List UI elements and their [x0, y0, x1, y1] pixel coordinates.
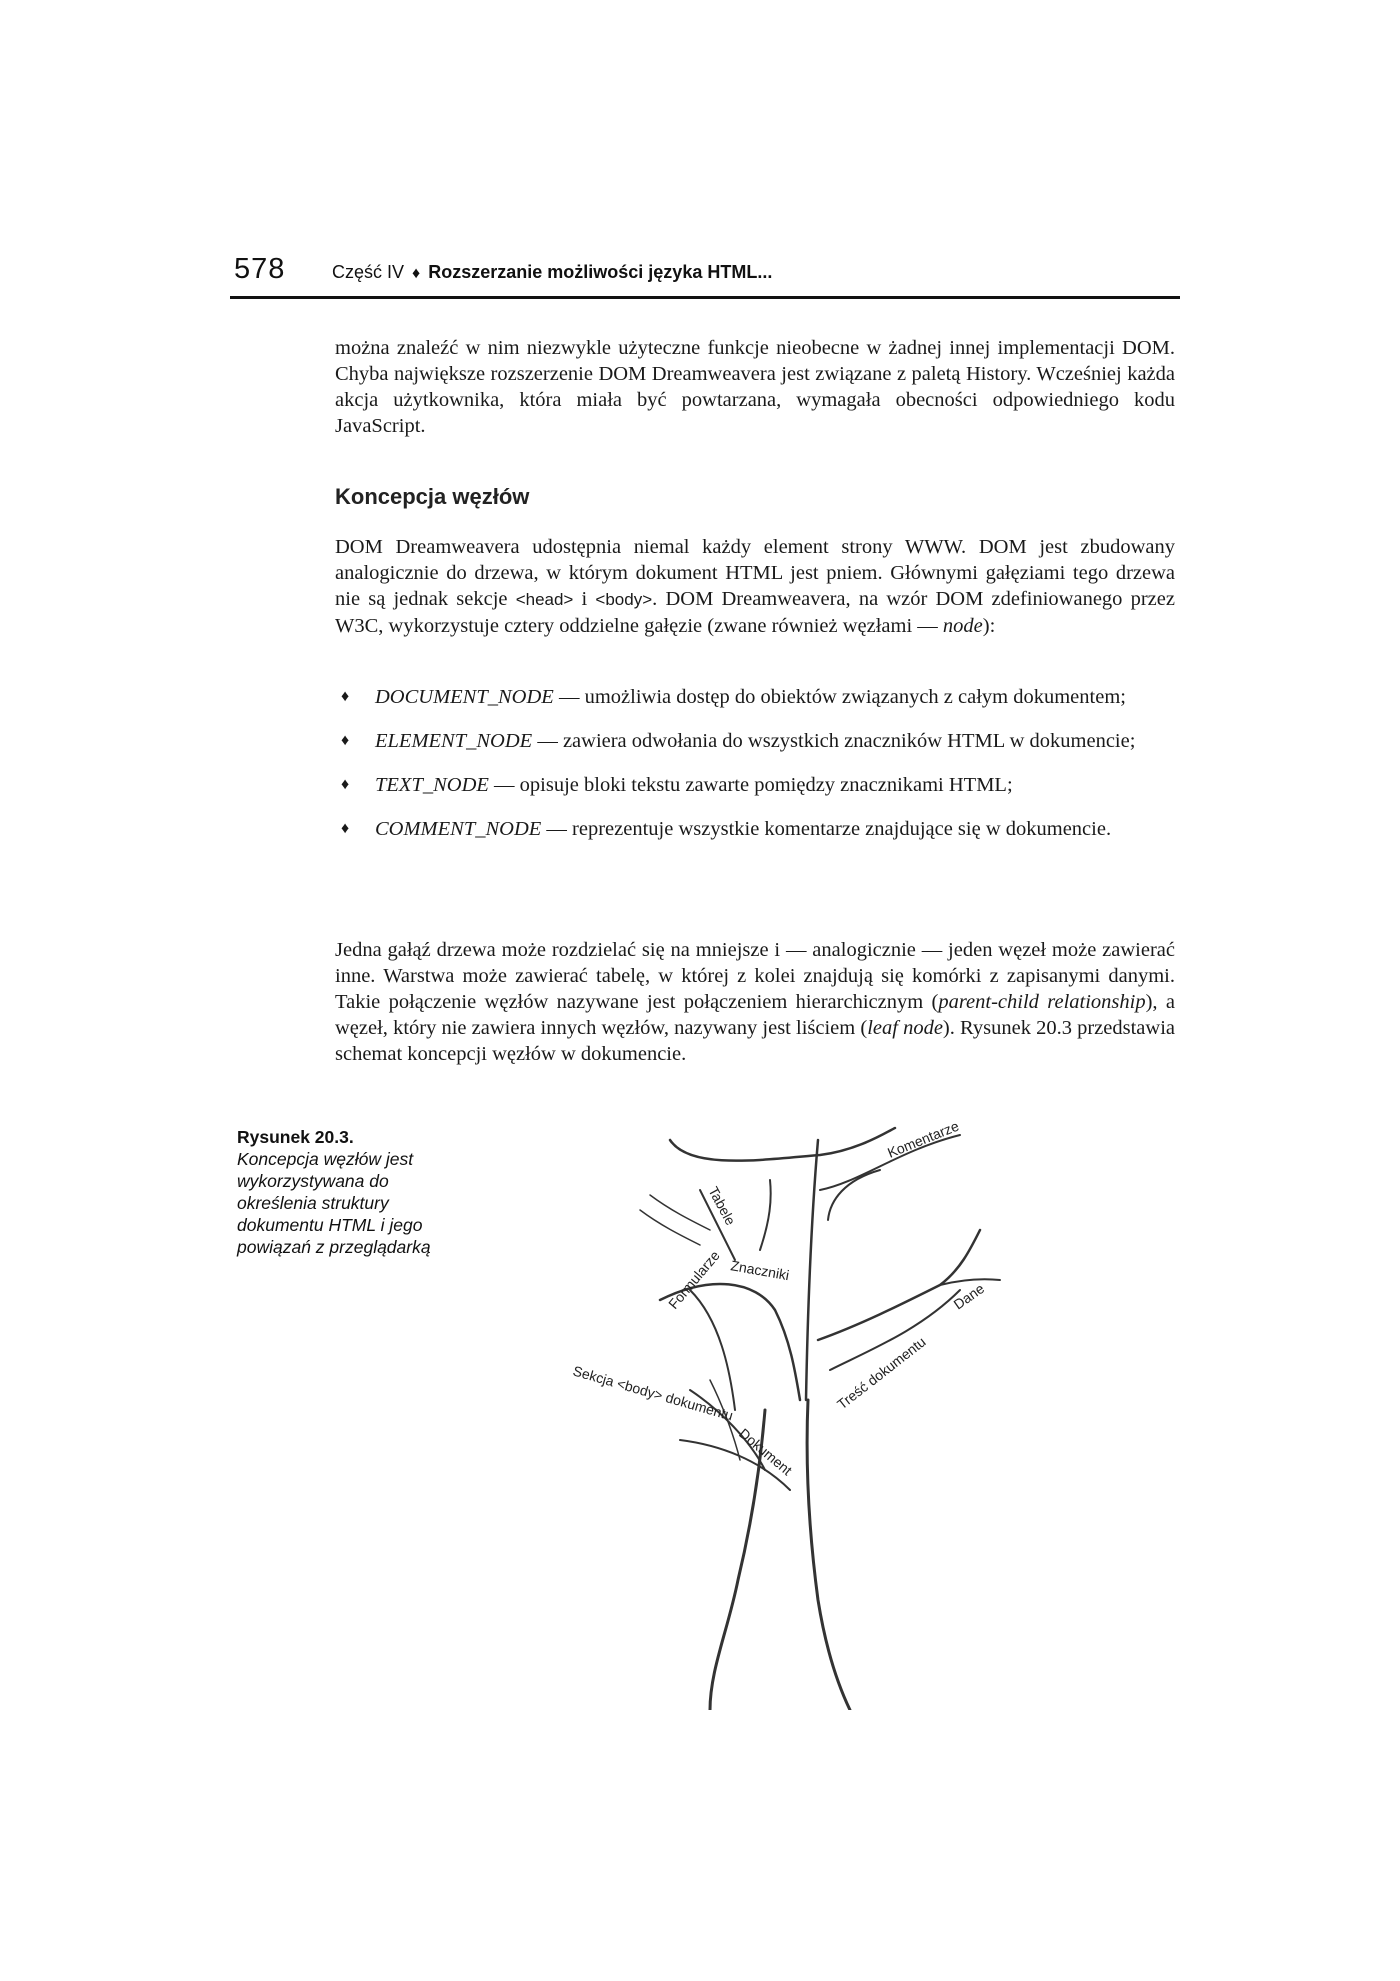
italic-term: parent-child relationship — [938, 991, 1146, 1013]
hierarchy-paragraph — [335, 937, 1175, 1067]
label-znaczniki: Znaczniki — [729, 1257, 791, 1284]
trunk-right-stroke — [807, 1400, 850, 1710]
label-komentarze: Komentarze — [885, 1117, 962, 1161]
node-type-list — [335, 684, 1155, 860]
italic-term: node — [942, 615, 983, 637]
text-run: i — [573, 588, 596, 610]
list-item — [335, 728, 1155, 754]
node-description: — umożliwia dostęp do obiektów związanych z całym dokumentem; — [553, 686, 1126, 708]
part-label: Część IV — [332, 262, 405, 282]
label-formularze: Formularze — [665, 1247, 723, 1312]
diamond-bullet-icon: ♦ — [341, 820, 350, 837]
chapter-title: Rozszerzanie możliwości języka HTML... — [428, 262, 773, 282]
upper-trunk-stroke — [806, 1140, 818, 1400]
node-term: TEXT_NODE — [375, 774, 489, 796]
section-heading: Koncepcja węzłów — [335, 484, 530, 509]
node-term: DOCUMENT_NODE — [375, 686, 554, 708]
diamond-bullet-icon: ♦ — [341, 688, 350, 705]
branch-komentarze — [670, 1128, 895, 1161]
label-tabele: Tabele — [705, 1183, 739, 1228]
page-number: 578 — [234, 253, 286, 285]
list-item — [335, 684, 1155, 710]
label-dokument: Dokument — [736, 1425, 796, 1479]
text-run: ). Rysunek 20.3 przedstawia schemat koncepcji węzłów w dokumencie. — [335, 1017, 1175, 1065]
text-run: . DOM Dreamweavera, na wzór DOM zdefiniowanego przez W3C, wykorzystuje cztery oddzielne gałęzie (zwane również węzłami — — [335, 588, 1175, 637]
page-header — [230, 250, 1180, 299]
diamond-bullet-icon: ♦ — [341, 732, 350, 749]
list-item — [335, 772, 1155, 798]
figure-caption — [237, 1126, 467, 1258]
intro-paragraph: można znaleźć w nim niezwykle użyteczne funkcje nieobecne w żadnej innej implementacji DOM. Chyba największe rozszerzenie DOM Dreamweavera jest związane z paletą History. Wcześniej każda akcja użytkownika, która miała być powtarzana, wymagała obecności odpowiedniego kodu JavaScript. — [335, 337, 1175, 437]
figure-number: Rysunek 20.3. — [237, 1127, 354, 1147]
node-description: — zawiera odwołania do wszystkich znaczników HTML w dokumencie; — [532, 730, 1136, 752]
code-head: <head> — [515, 590, 574, 609]
node-description: — opisuje bloki tekstu zawarte pomiędzy znacznikami HTML; — [488, 774, 1013, 796]
dom-tree-figure — [560, 1110, 1060, 1710]
text-run: Jedna gałąź drzewa może rozdzielać się na mniejsze i — analogicznie — jeden węzeł może zawierać inne. Warstwa może zawierać tabelę, w której z kolei znajdują się komórki z zapisanymi danymi. Takie połączenie węzłów nazywane jest połączeniem hierarchicznym ( — [335, 939, 1175, 1013]
figure-description: Koncepcja węzłów jest wykorzystywana do określenia struktury dokumentu HTML i jego powiązań z przeglądarką — [237, 1149, 431, 1257]
tree-sketch — [560, 1110, 1060, 1710]
running-head — [332, 262, 772, 283]
diamond-bullet-icon: ♦ — [341, 776, 350, 793]
node-term: COMMENT_NODE — [375, 818, 542, 840]
dom-paragraph — [335, 534, 1175, 639]
label-dane: Dane — [950, 1280, 988, 1313]
diamond-icon: ♦ — [412, 265, 421, 282]
italic-term: leaf node — [867, 1017, 943, 1039]
text-run: ), a węzeł, który nie zawiera innych węzłów, nazywany jest liściem ( — [335, 991, 1175, 1039]
list-item — [335, 816, 1155, 842]
node-term: ELEMENT_NODE — [375, 730, 533, 752]
text-run: ): — [982, 615, 996, 637]
node-description: — reprezentuje wszystkie komentarze znajdujące się w dokumencie. — [541, 818, 1112, 840]
label-sekcja: Sekcja <body> dokumentu — [571, 1362, 735, 1424]
branch-dane — [818, 1230, 980, 1340]
text-run: DOM Dreamweavera udostępnia niemal każdy element strony WWW. DOM jest zbudowany analogicznie do drzewa, w którym dokument HTML jest pniem. Głównymi gałęziami tego drzewa nie są jednak sekcje — [335, 536, 1175, 610]
label-tresc: Treść dokumentu — [833, 1333, 929, 1413]
code-body: <body> — [595, 590, 653, 609]
